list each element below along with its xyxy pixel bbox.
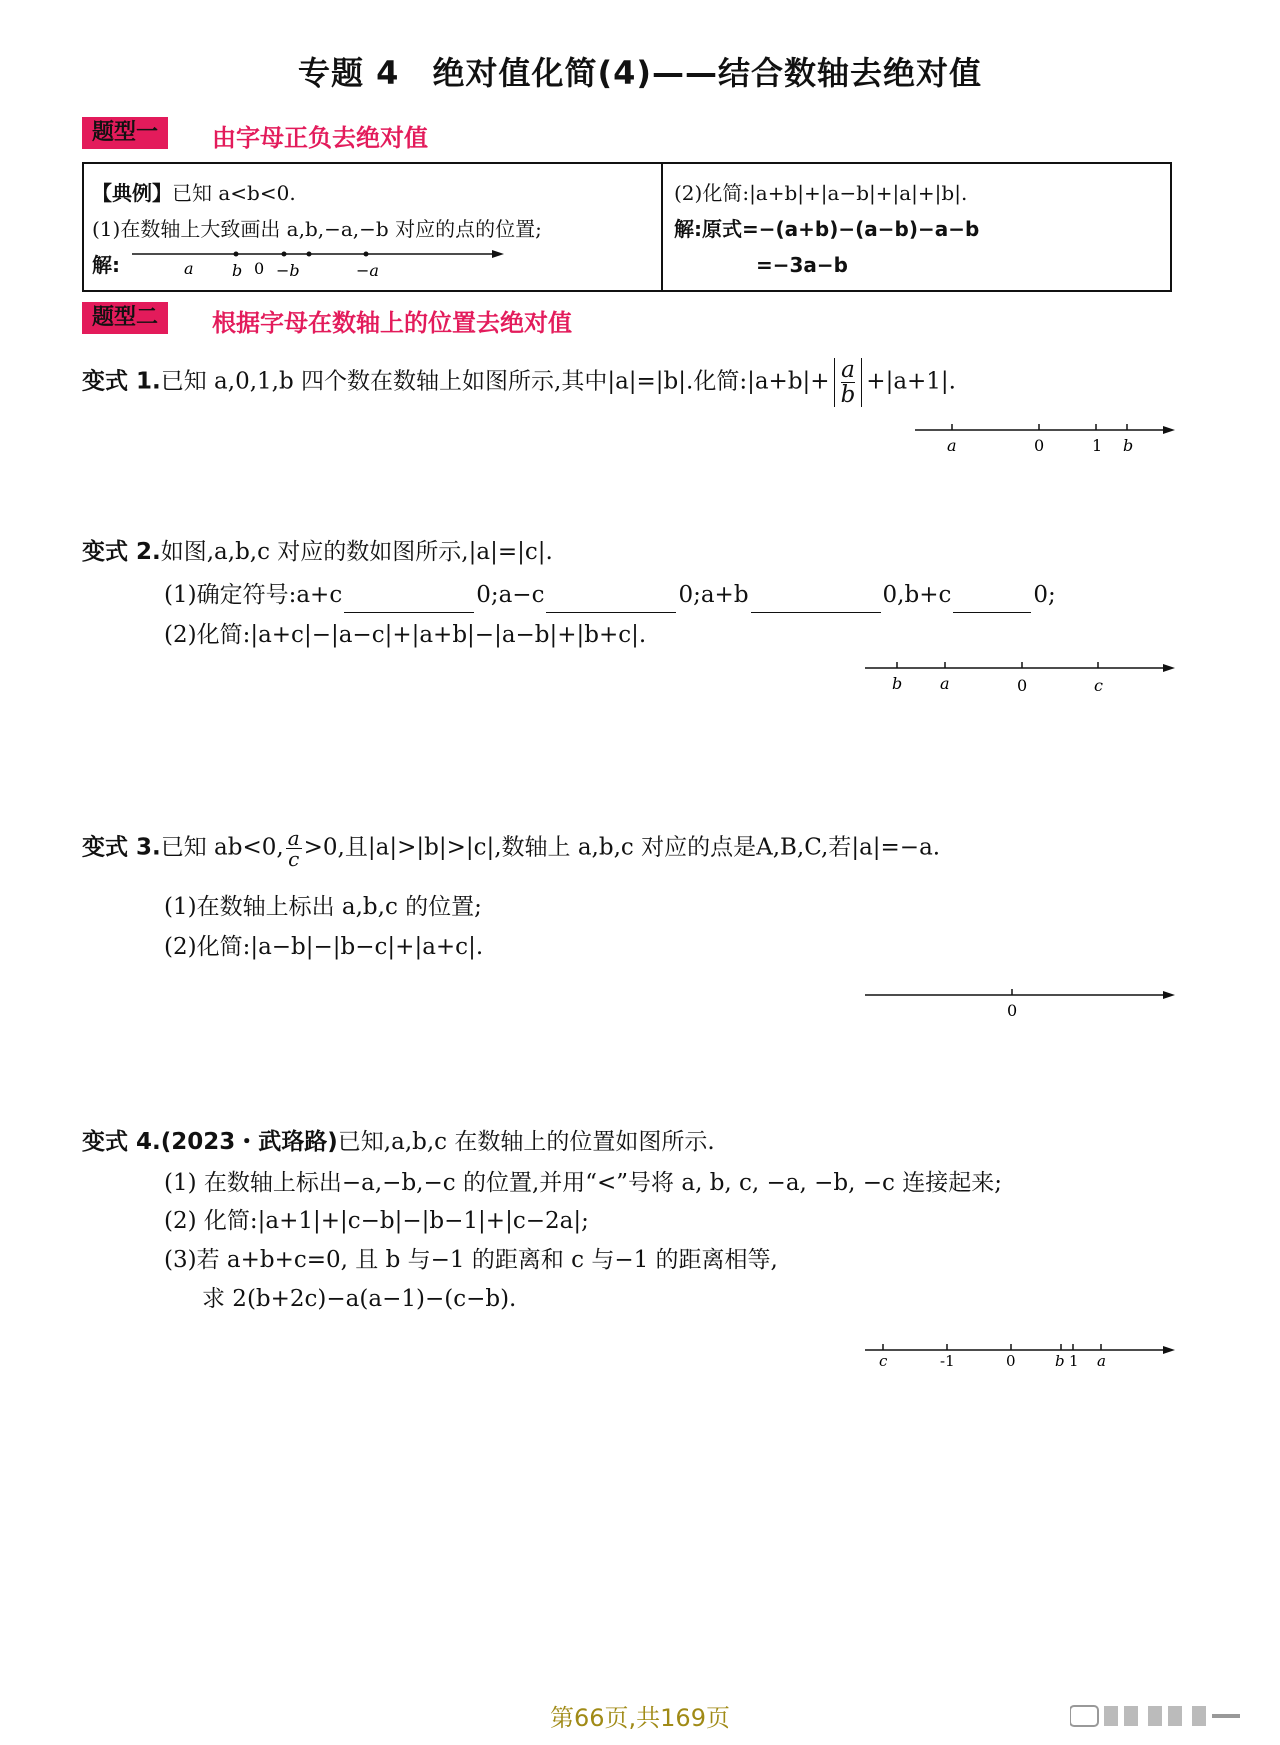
variant1-frac-den: b [840, 382, 856, 408]
bar-icon-4[interactable] [1168, 1706, 1182, 1726]
variant4-q3-line1: (3)若 a+b+c=0, 且 b 与−1 的距离和 c 与−1 的距离相等, [164, 1247, 778, 1273]
type2-heading: 根据字母在数轴上的位置去绝对值 [212, 309, 572, 337]
variant3-text-before: 已知 ab<0, [160, 834, 284, 861]
example-line [92, 178, 296, 208]
example-q2: (2)化简:|a+b|+|a−b|+|a|+|b|. [674, 181, 968, 205]
variant4-axis-label-c: c [879, 1352, 888, 1370]
variant4-number-line [865, 1340, 1175, 1380]
variant2-axis-label-0: 0 [1017, 676, 1028, 695]
type1-heading: 由字母正负去绝对值 [212, 124, 428, 152]
bar-icon-5[interactable] [1192, 1706, 1206, 1726]
variant1-frac-num: a [841, 357, 855, 383]
page-title: 专题 4 绝对值化简(4)——结合数轴去绝对值 [298, 54, 982, 92]
variant3-q2: (2)化简:|a−b|−|b−c|+|a+c|. [164, 934, 484, 960]
variant1-text-after: +|a+1|. [866, 368, 956, 395]
variant2-blank4[interactable] [953, 578, 1031, 613]
variant4-axis-label-b: b [1055, 1352, 1065, 1370]
variant1-line [82, 358, 956, 407]
variant3-number-line [865, 985, 1175, 1025]
variant1-label: 变式 1. [82, 368, 161, 395]
variant2-blank2[interactable] [546, 578, 676, 613]
variant2-blank1[interactable] [344, 578, 474, 613]
variant3-text-after: >0,且|a|>|b|>|c|,数轴上 a,b,c 对应的点是A,B,C,若|a|=−a. [303, 834, 941, 861]
bar-icon-3[interactable] [1148, 1706, 1162, 1726]
variant3-q1: (1)在数轴上标出 a,b,c 的位置; [164, 894, 482, 920]
bar-icon-2[interactable] [1124, 1706, 1138, 1726]
variant4-line [82, 1125, 715, 1159]
variant2-q1-part4: 0,b+c [882, 582, 952, 608]
variant4-label: 变式 4. [82, 1129, 161, 1155]
variant1-abs-fraction [834, 358, 863, 407]
variant4-q2: (2) 化简:|a+1|+|c−b|−|b−1|+|c−2a|; [164, 1208, 589, 1234]
variant2-label: 变式 2. [82, 539, 161, 565]
example-q1: (1)在数轴上大致画出 a,b,−a,−b 对应的点的位置; [92, 217, 542, 241]
variant4-axis-label-1: 1 [1069, 1352, 1079, 1370]
example-answer-line1: 解:原式=−(a+b)−(a−b)−a−b [674, 217, 980, 241]
example-axis-label-neg-a: −a [356, 261, 379, 280]
example-sol-label: 解: [92, 253, 120, 277]
viewer-toolbar [1070, 1700, 1250, 1734]
example-axis-label-b: b [232, 261, 243, 280]
example-label: 【典例】 [92, 181, 172, 205]
variant4-q3-line2: 求 2(b+2c)−a(a−1)−(c−b). [202, 1286, 517, 1312]
type1-tag: 题型一 [82, 117, 168, 149]
example-box [82, 162, 1172, 292]
variant3-frac-num: a [287, 826, 300, 850]
variant2-q1-part5: 0; [1033, 582, 1056, 608]
variant1-axis-label-1: 1 [1092, 436, 1103, 455]
variant2-blank3[interactable] [751, 578, 881, 613]
variant1-axis-label-a: a [947, 436, 957, 455]
variant1-text-before: 已知 a,0,1,b 四个数在数轴上如图所示,其中|a|=|b|.化简:|a+b|+ [160, 368, 830, 395]
variant4-axis-label-neg1: -1 [940, 1352, 955, 1370]
example-axis-label-0: 0 [254, 259, 265, 278]
variant2-q2: (2)化简:|a+c|−|a−c|+|a+b|−|a−b|+|b+c|. [164, 622, 647, 648]
variant4-text: 已知,a,b,c 在数轴上的位置如图所示. [337, 1129, 715, 1155]
variant2-axis-label-c: c [1094, 676, 1103, 695]
variant3-label: 变式 3. [82, 834, 161, 861]
variant2-line [82, 535, 553, 569]
variant2-axis-label-a: a [940, 674, 950, 693]
example-axis-label-a: a [184, 259, 194, 278]
variant1-number-line [915, 420, 1175, 460]
variant1-axis-label-0: 0 [1034, 436, 1045, 455]
type2-tag: 题型二 [82, 302, 168, 334]
variant2-q1 [164, 578, 1056, 613]
bar-icon-1[interactable] [1104, 1706, 1118, 1726]
variant2-axis-label-b: b [892, 674, 903, 693]
variant1-axis-label-b: b [1123, 436, 1134, 455]
variant3-axis-label-0: 0 [1007, 1001, 1018, 1020]
variant2-q1-part3: 0;a+b [678, 582, 749, 608]
variant4-axis-label-a: a [1097, 1352, 1106, 1370]
variant4-source: (2023・武珞路) [160, 1129, 338, 1155]
example-axis-label-neg-b: −b [276, 261, 300, 280]
variant3-fraction [286, 828, 302, 869]
page-view-icon[interactable] [1070, 1706, 1098, 1726]
variant4-q1: (1) 在数轴上标出−a,−b,−c 的位置,并用“<”号将 a, b, c, −a, −b, −c 连接起来; [164, 1170, 1002, 1196]
page-indicator: 第66页,共169页 [550, 1704, 730, 1732]
box-divider [661, 164, 663, 290]
example-number-line [132, 242, 512, 286]
example-answer-line2: =−3a−b [756, 253, 849, 277]
variant3-line [82, 828, 940, 869]
variant2-text: 如图,a,b,c 对应的数如图所示,|a|=|c|. [160, 539, 553, 565]
variant3-frac-den: c [288, 847, 300, 871]
variant2-number-line [865, 658, 1175, 698]
variant2-q1-part1: (1)确定符号:a+c [164, 582, 343, 608]
example-text: 已知 a<b<0. [172, 181, 296, 205]
variant2-q1-part2: 0;a−c [476, 582, 545, 608]
variant4-axis-label-0: 0 [1006, 1352, 1016, 1370]
slider-icon[interactable] [1212, 1714, 1240, 1718]
